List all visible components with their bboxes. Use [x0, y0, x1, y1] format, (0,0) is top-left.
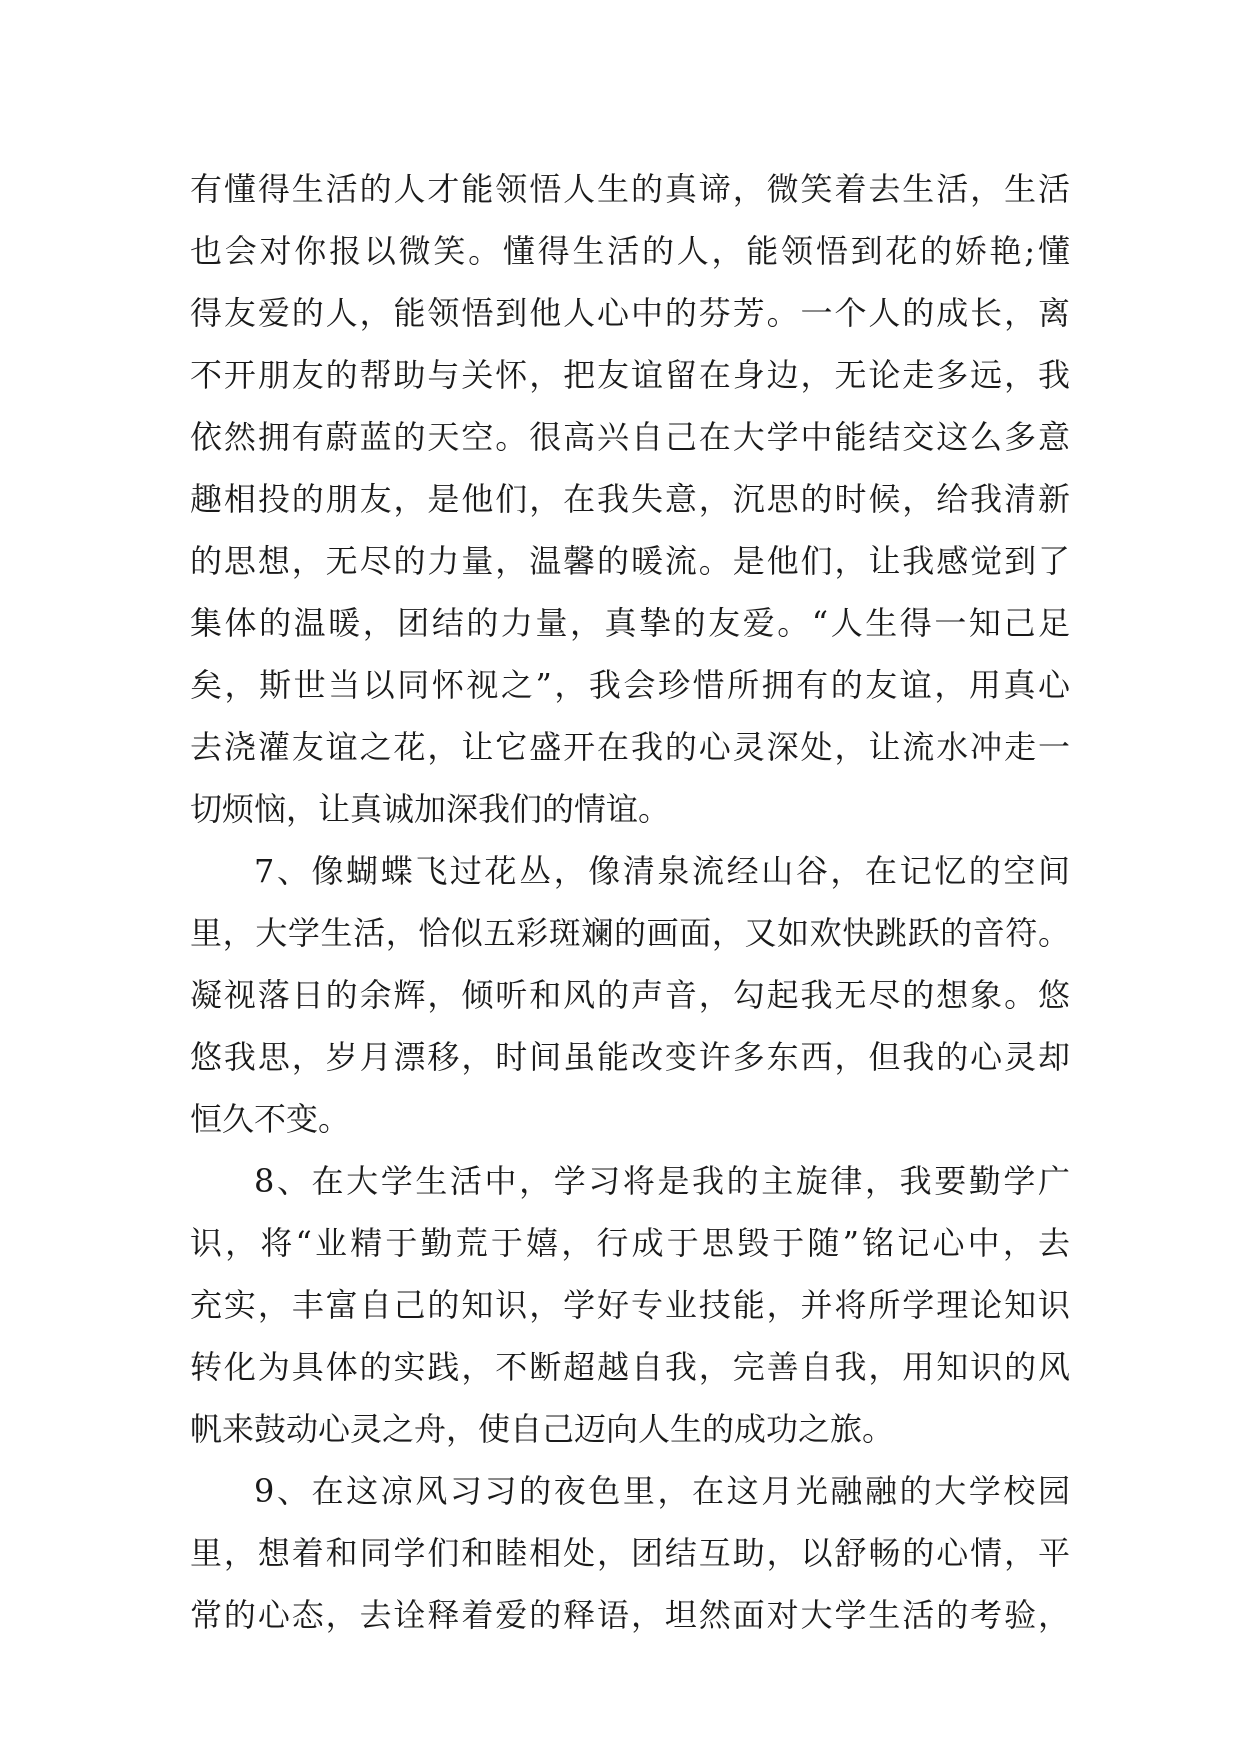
paragraph-end-line: 恒久不变。: [190, 1100, 351, 1138]
text-line: 识，将“业精于勤荒于嬉，行成于思毁于随”铭记心中，去: [190, 1224, 1070, 1262]
text-line: 有懂得生活的人才能领悟人生的真谛，微笑着去生活，生活: [190, 170, 1070, 208]
text-line: 也会对你报以微笑。懂得生活的人，能领悟到花的娇艳;懂: [190, 232, 1070, 270]
text-line: 悠我思，岁月漂移，时间虽能改变许多东西，但我的心灵却: [190, 1038, 1070, 1076]
body-text: [190, 158, 1070, 1646]
text-line: 凝视落日的余辉，倾听和风的声音，勾起我无尽的想象。悠: [190, 976, 1070, 1014]
text-line: 不开朋友的帮助与关怀，把友谊留在身边，无论走多远，我: [190, 356, 1070, 394]
paragraph-end-line: 切烦恼，让真诚加深我们的情谊。: [190, 790, 671, 828]
text-line: 常的心态，去诠释着爱的释语，坦然面对大学生活的考验，: [190, 1596, 1070, 1634]
text-line: 得友爱的人，能领悟到他人心中的芬芳。一个人的成长，离: [190, 294, 1070, 332]
text-line: 转化为具体的实践，不断超越自我，完善自我，用知识的风: [190, 1348, 1070, 1386]
paragraph-end-line: 帆来鼓动心灵之舟，使自己迈向人生的成功之旅。: [190, 1410, 895, 1448]
text-line: 里，大学生活，恰似五彩斑斓的画面，又如欢快跳跃的音符。: [190, 914, 1070, 952]
text-line: 充实，丰富自己的知识，学好专业技能，并将所学理论知识: [190, 1286, 1070, 1324]
text-line: 趣相投的朋友，是他们，在我失意，沉思的时候，给我清新: [190, 480, 1070, 518]
paragraph-9-start: 9、在这凉风习习的夜色里，在这月光融融的大学校园: [254, 1472, 1070, 1510]
text-line: 去浇灌友谊之花，让它盛开在我的心灵深处，让流水冲走一: [190, 728, 1070, 766]
text-line: 里，想着和同学们和睦相处，团结互助，以舒畅的心情，平: [190, 1534, 1070, 1572]
text-line: 矣，斯世当以同怀视之”，我会珍惜所拥有的友谊，用真心: [190, 666, 1070, 704]
text-line: 的思想，无尽的力量，温馨的暖流。是他们，让我感觉到了: [190, 542, 1070, 580]
text-line: 集体的温暖，团结的力量，真挚的友爱。“人生得一知己足: [190, 604, 1070, 642]
text-line: 依然拥有蔚蓝的天空。很高兴自己在大学中能结交这么多意: [190, 418, 1070, 456]
paragraph-8-start: 8、在大学生活中，学习将是我的主旋律，我要勤学广: [254, 1162, 1070, 1200]
paragraph-7-start: 7、像蝴蝶飞过花丛，像清泉流经山谷，在记忆的空间: [254, 852, 1070, 890]
